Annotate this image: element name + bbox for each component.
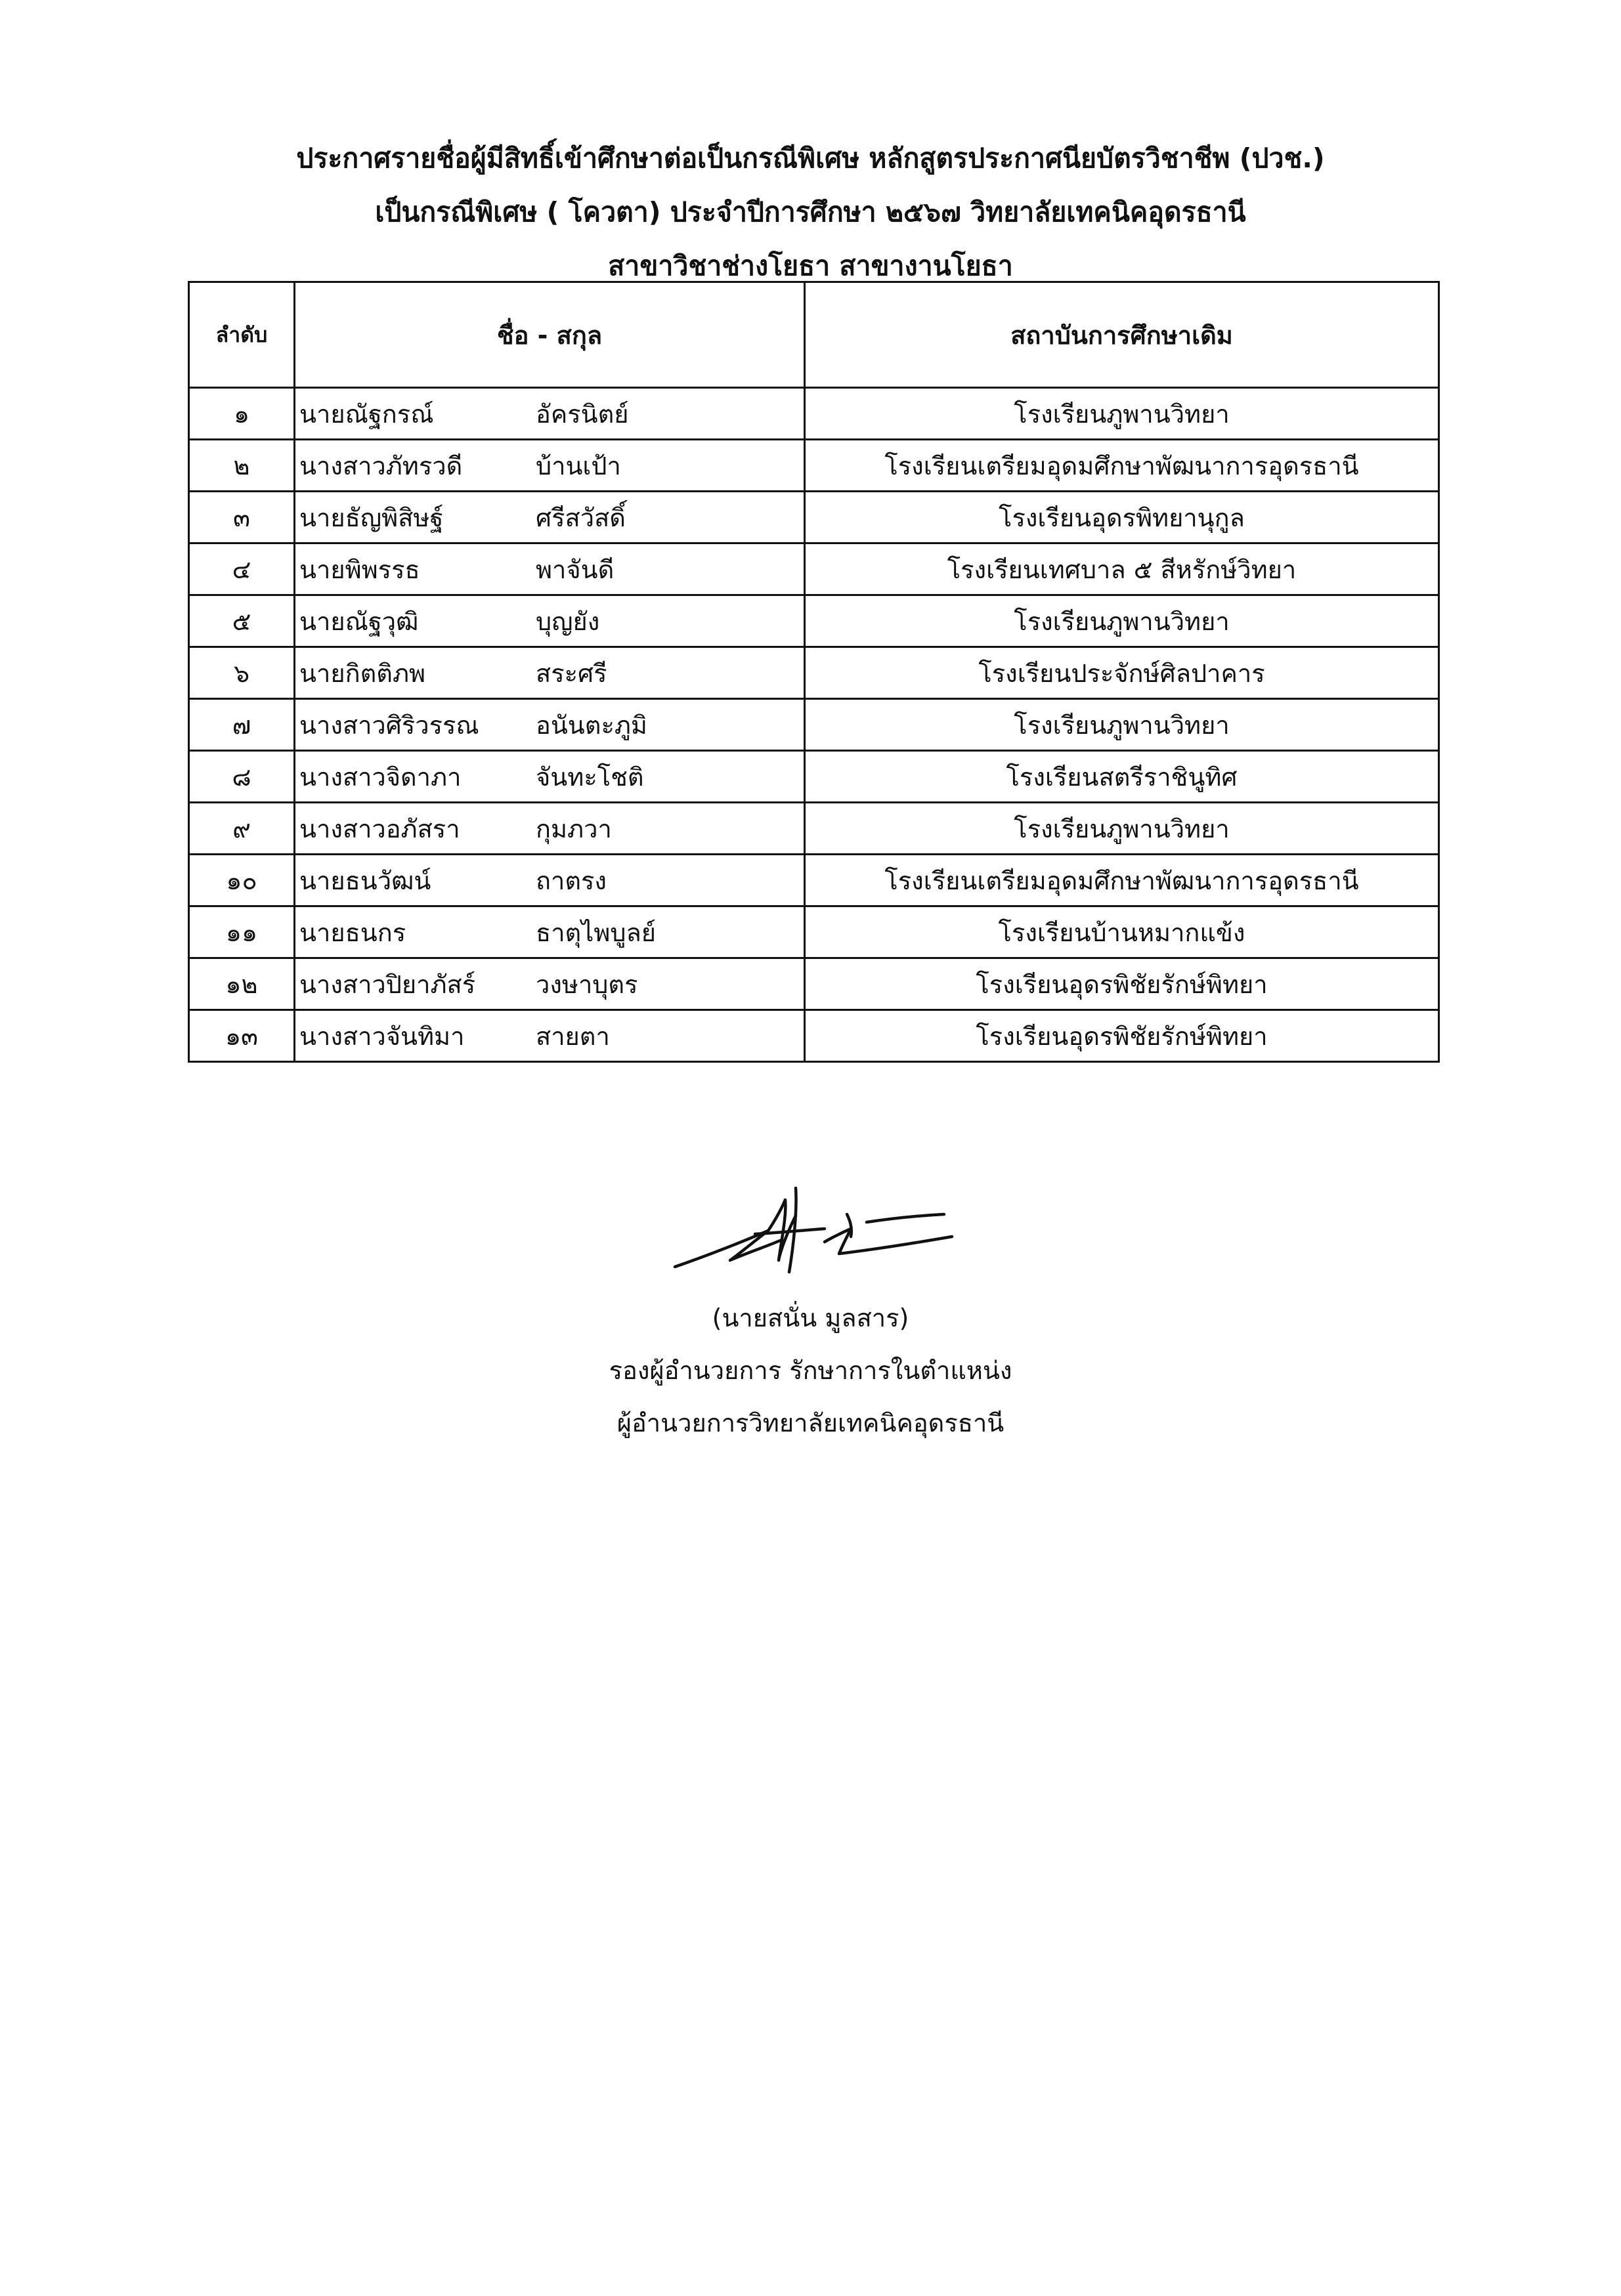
row-name — [295, 492, 805, 543]
row-no: ๑๐ — [189, 855, 295, 906]
row-no: ๔ — [189, 543, 295, 595]
row-school: โรงเรียนประจักษ์ศิลปาคาร — [805, 647, 1439, 699]
heading-line-2: เป็นกรณีพิเศษ ( โควตา) ประจำปีการศึกษา ๒๕๖๗ วิทยาลัยเทคนิคอุดรธานี — [375, 196, 1246, 228]
header-no: ลำดับ — [189, 282, 295, 388]
row-school: โรงเรียนเทศบาล ๕ สีหรักษ์วิทยา — [805, 543, 1439, 595]
signer-name: (นายสนั่น มูลสาร) — [712, 1304, 909, 1332]
row-last-name: อนันตะภูมิ — [536, 710, 647, 740]
row-first-name: นางสาวอภัสรา — [299, 814, 460, 843]
row-name — [295, 699, 805, 751]
roster-body — [189, 388, 1439, 1062]
signer-position-1: รองผู้อำนวยการ รักษาการในตำแหน่ง — [609, 1356, 1012, 1385]
row-school: โรงเรียนบ้านหมากแข้ง — [805, 906, 1439, 958]
row-no: ๗ — [189, 699, 295, 751]
row-name — [295, 958, 805, 1010]
row-first-name: นายพิพรรธ — [299, 555, 420, 584]
row-name — [295, 1010, 805, 1062]
table-row — [189, 647, 1439, 699]
row-school: โรงเรียนอุดรพิทยานุกูล — [805, 492, 1439, 543]
row-school: โรงเรียนเตรียมอุดมศึกษาพัฒนาการอุดรธานี — [805, 855, 1439, 906]
row-first-name: นายธนวัฒน์ — [299, 866, 431, 895]
row-last-name: สายตา — [536, 1021, 610, 1051]
table-row — [189, 906, 1439, 958]
row-last-name: ธาตุไพบูลย์ — [536, 918, 657, 947]
row-no: ๖ — [189, 647, 295, 699]
row-no: ๙ — [189, 803, 295, 855]
heading-line-1: ประกาศรายชื่อผู้มีสิทธิ์เข้าศึกษาต่อเป็นกรณีพิเศษ หลักสูตรประกาศนียบัตรวิชาชีพ (ปวช.) — [296, 142, 1325, 174]
row-no: ๘ — [189, 751, 295, 803]
row-school: โรงเรียนภูพานวิทยา — [805, 595, 1439, 647]
row-school: โรงเรียนอุดรพิชัยรักษ์พิทยา — [805, 958, 1439, 1010]
row-no: ๕ — [189, 595, 295, 647]
row-no: ๒ — [189, 440, 295, 492]
row-last-name: ศรีสวัสดิ์ — [536, 503, 626, 532]
table-row — [189, 492, 1439, 543]
row-last-name: จันทะโชติ — [536, 762, 644, 792]
row-first-name: นางสาวจิดาภา — [299, 762, 462, 792]
table-row — [189, 595, 1439, 647]
row-first-name: นายณัฐวุฒิ — [299, 606, 419, 636]
table-row — [189, 543, 1439, 595]
header-name: ชื่อ - สกุล — [295, 282, 805, 388]
row-last-name: กุมภวา — [536, 814, 612, 843]
signoff-block — [0, 1292, 1621, 1449]
row-name — [295, 647, 805, 699]
row-last-name: พาจันดี — [536, 555, 615, 584]
header-school: สถาบันการศึกษาเดิม — [805, 282, 1439, 388]
row-first-name: นางสาวจันทิมา — [299, 1021, 465, 1051]
handwritten-signature-icon — [670, 1168, 959, 1286]
row-no: ๑ — [189, 388, 295, 440]
row-no: ๑๓ — [189, 1010, 295, 1062]
row-name — [295, 388, 805, 440]
row-first-name: นางสาวภัทรวดี — [299, 451, 463, 480]
row-last-name: สระศรี — [536, 658, 607, 688]
row-no: ๑๒ — [189, 958, 295, 1010]
table-header-row — [189, 282, 1439, 388]
row-last-name: วงษาบุตร — [536, 969, 638, 999]
row-name — [295, 595, 805, 647]
table-row — [189, 1010, 1439, 1062]
row-last-name: บ้านเป้า — [536, 451, 621, 480]
row-name — [295, 543, 805, 595]
row-first-name: นายธัญพิสิษฐ์ — [299, 503, 444, 532]
row-last-name: บุญยัง — [536, 606, 600, 636]
table-row — [189, 855, 1439, 906]
roster-table-wrapper — [188, 281, 1438, 1063]
heading-line-3: สาขาวิชาช่างโยธา สาขางานโยธา — [608, 250, 1013, 282]
table-row — [189, 388, 1439, 440]
roster-table — [188, 281, 1440, 1063]
table-row — [189, 751, 1439, 803]
row-first-name: นายณัฐกรณ์ — [299, 399, 434, 429]
row-school: โรงเรียนภูพานวิทยา — [805, 803, 1439, 855]
row-school: โรงเรียนภูพานวิทยา — [805, 388, 1439, 440]
row-name — [295, 751, 805, 803]
table-row — [189, 958, 1439, 1010]
signer-position-2: ผู้อำนวยการวิทยาลัยเทคนิคอุดรธานี — [616, 1409, 1005, 1437]
table-row — [189, 803, 1439, 855]
row-first-name: นางสาวศิริวรรณ — [299, 710, 479, 740]
row-name — [295, 803, 805, 855]
row-name — [295, 855, 805, 906]
row-school: โรงเรียนอุดรพิชัยรักษ์พิทยา — [805, 1010, 1439, 1062]
row-first-name: นางสาวปิยาภัสร์ — [299, 969, 476, 999]
row-last-name: ถาตรง — [536, 866, 607, 895]
row-last-name: อัครนิตย์ — [536, 399, 629, 429]
row-name — [295, 906, 805, 958]
row-first-name: นายธนกร — [299, 918, 406, 947]
row-name — [295, 440, 805, 492]
row-school: โรงเรียนเตรียมอุดมศึกษาพัฒนาการอุดรธานี — [805, 440, 1439, 492]
table-row — [189, 699, 1439, 751]
row-school: โรงเรียนสตรีราชินูทิศ — [805, 751, 1439, 803]
row-no: ๓ — [189, 492, 295, 543]
table-row — [189, 440, 1439, 492]
row-no: ๑๑ — [189, 906, 295, 958]
announcement-heading — [0, 131, 1621, 293]
row-school: โรงเรียนภูพานวิทยา — [805, 699, 1439, 751]
row-first-name: นายกิตติภพ — [299, 658, 426, 688]
